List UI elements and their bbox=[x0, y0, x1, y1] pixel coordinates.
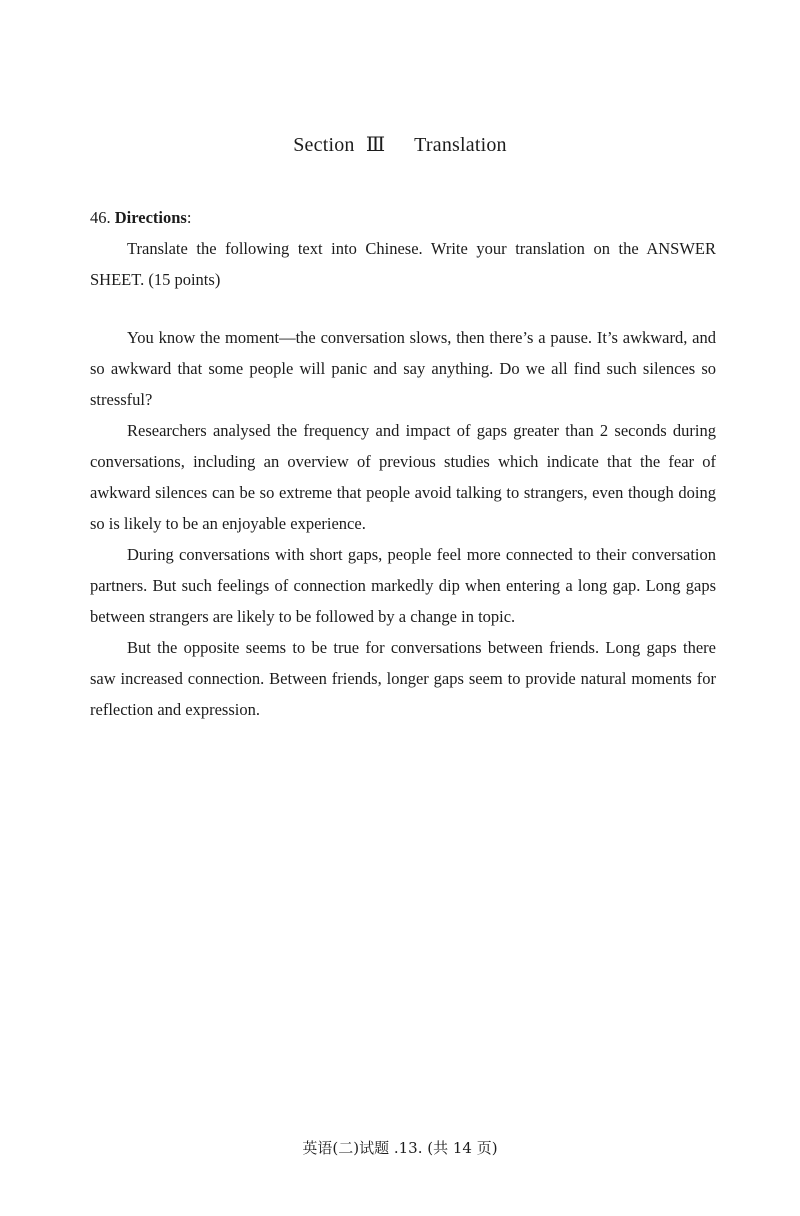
section-numeral: Ⅲ bbox=[365, 134, 386, 156]
question-block bbox=[90, 202, 716, 295]
passage-paragraph-1: You know the moment—the conversation slows, then there’s a pause. It’s awkward, and so awkward that some people will panic and say anything. Do we all find such silences so stressful? bbox=[90, 328, 716, 409]
section-title bbox=[0, 132, 800, 157]
section-label: Section bbox=[293, 134, 355, 156]
section-name: Translation bbox=[414, 134, 507, 156]
directions-colon: : bbox=[186, 208, 192, 227]
page-footer: 英语(二)试题 .13. (共 14 页) bbox=[302, 1139, 498, 1157]
question-header bbox=[90, 202, 716, 233]
question-number: 46. bbox=[90, 208, 111, 227]
passage-paragraph-3: During conversations with short gaps, people feel more connected to their conversation partners. But such feelings of connection markedly dip when entering a long gap. Long gaps between strangers are likely to be followed by a change in topic. bbox=[90, 545, 716, 626]
directions-text: Translate the following text into Chinese. Write your translation on the ANSWER SHEET. (15 points) bbox=[90, 239, 716, 289]
translation-passage bbox=[90, 322, 716, 725]
passage-paragraph-2: Researchers analysed the frequency and impact of gaps greater than 2 seconds during conversations, including an overview of previous studies which indicate that the fear of awkward silences can be so extreme that people avoid talking to strangers, even though doing so is likely to be an enjoyable experience. bbox=[90, 421, 716, 533]
passage-paragraph-4: But the opposite seems to be true for conversations between friends. Long gaps there saw increased connection. Between friends, longer gaps seem to provide natural moments for reflection and expression. bbox=[90, 638, 716, 719]
directions-label: Directions bbox=[114, 208, 187, 227]
